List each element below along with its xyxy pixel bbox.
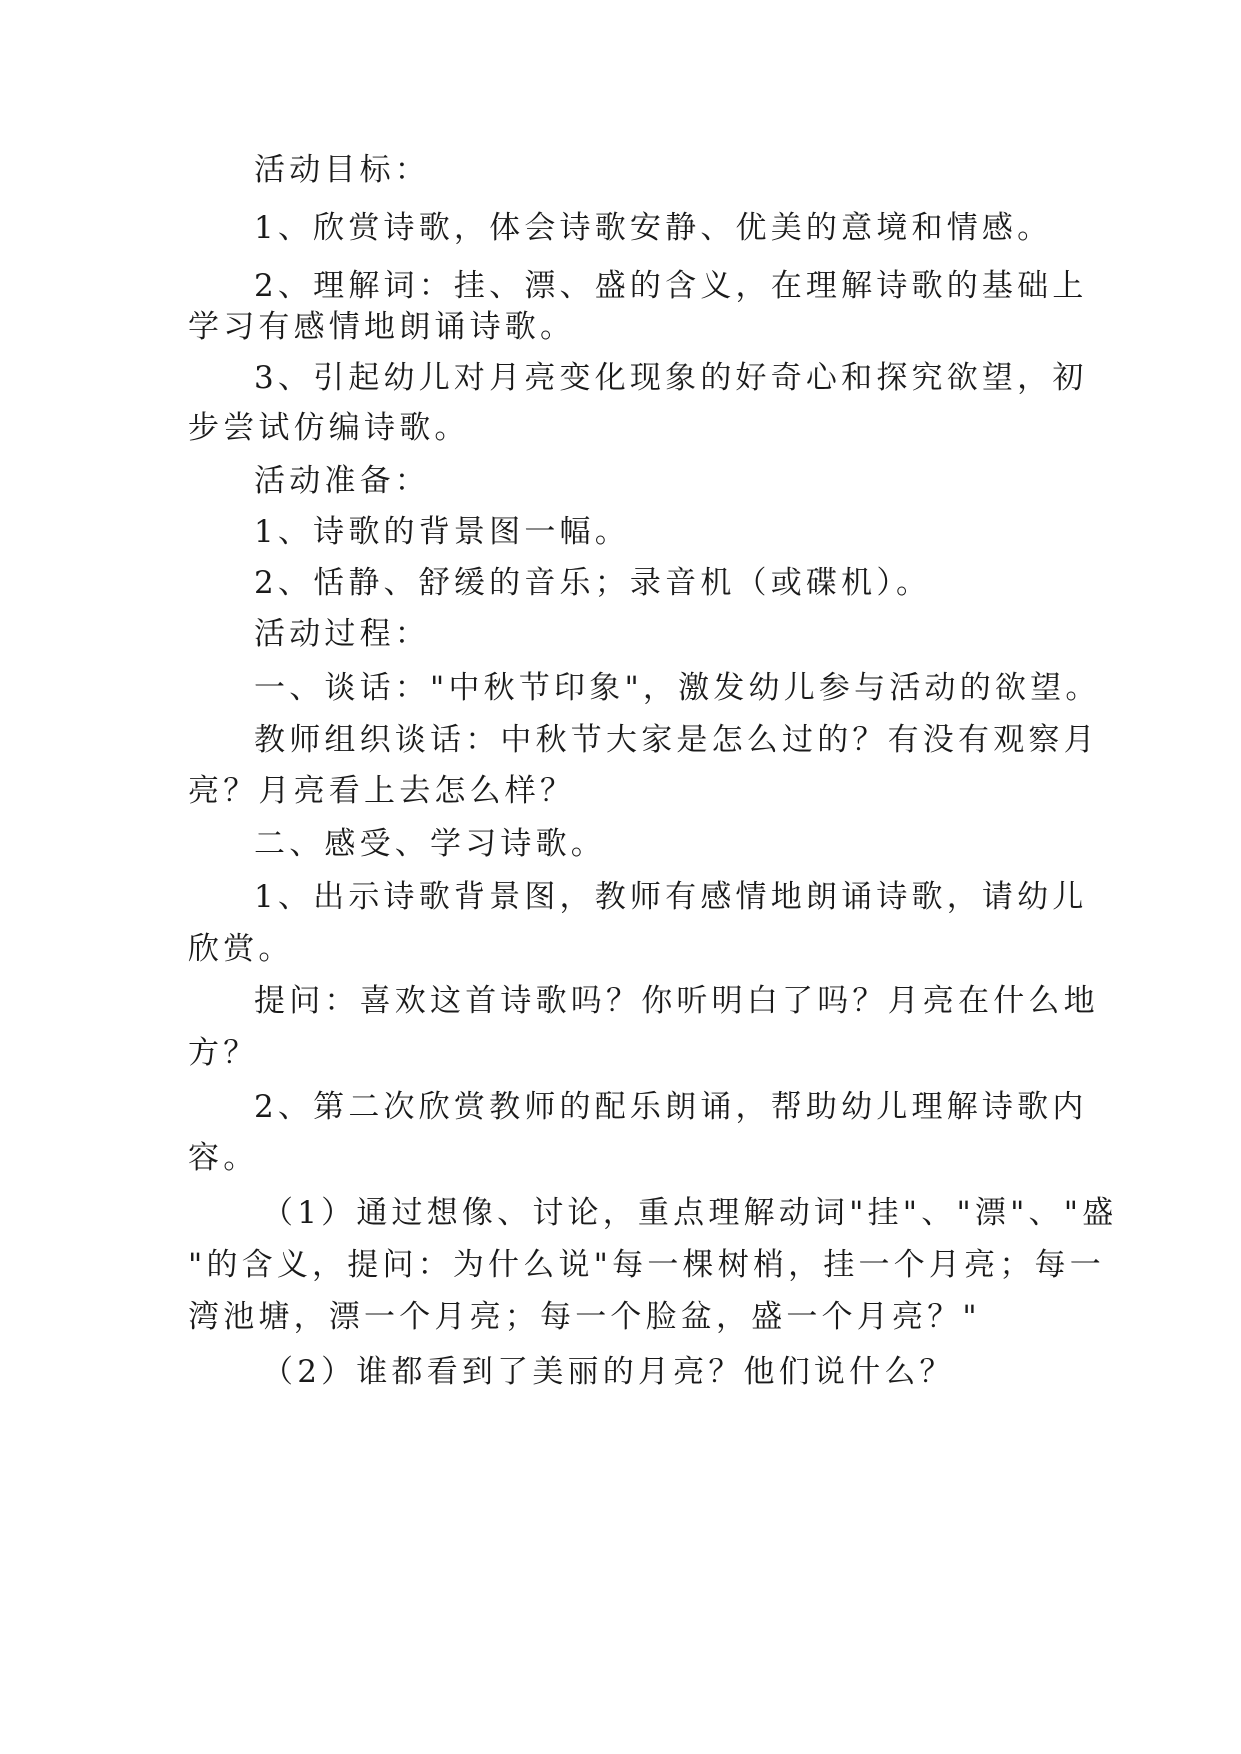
section-heading-goals: 活动目标： [254,152,430,188]
paragraph-line: 2、恬静、舒缓的音乐；录音机（或碟机）。 [254,565,932,601]
paragraph-line: 教师组织谈话：中秋节大家是怎么过的？有没有观察月 [254,722,1099,758]
paragraph-line: 学习有感情地朗诵诗歌。 [188,309,576,345]
paragraph-line: （1）通过想像、讨论，重点理解动词"挂"、"漂"、"盛 [262,1195,1118,1231]
paragraph-line: 湾池塘，漂一个月亮；每一个脸盆，盛一个月亮？" [188,1299,981,1335]
paragraph-line: （2）谁都看到了美丽的月亮？他们说什么？ [262,1354,955,1390]
paragraph-line: 二、感受、学习诗歌。 [254,826,606,862]
paragraph-line: 亮？月亮看上去怎么样？ [188,773,576,809]
paragraph-line: 一、谈话："中秋节印象"，激发幼儿参与活动的欲望。 [254,670,1101,706]
paragraph-line: 2、理解词：挂、漂、盛的含义，在理解诗歌的基础上 [254,268,1088,304]
section-heading-preparation: 活动准备： [254,463,430,499]
paragraph-line: 欣赏。 [188,931,294,967]
paragraph-line: 1、出示诗歌背景图，教师有感情地朗诵诗歌，请幼儿 [254,879,1088,915]
paragraph-line: 2、第二次欣赏教师的配乐朗诵，帮助幼儿理解诗歌内 [254,1089,1088,1125]
section-heading-process: 活动过程： [254,616,430,652]
paragraph-line: 容。 [188,1140,259,1176]
paragraph-line: "的含义，提问：为什么说"每一棵树梢，挂一个月亮；每一 [188,1247,1105,1283]
paragraph-line: 步尝试仿编诗歌。 [188,410,470,446]
paragraph-line: 提问：喜欢这首诗歌吗？你听明白了吗？月亮在什么地 [254,983,1099,1019]
paragraph-line: 1、欣赏诗歌，体会诗歌安静、优美的意境和情感。 [254,210,1053,246]
paragraph-line: 1、诗歌的背景图一幅。 [254,514,630,550]
paragraph-line: 方？ [188,1035,259,1071]
paragraph-line: 3、引起幼儿对月亮变化现象的好奇心和探究欲望，初 [254,360,1088,396]
